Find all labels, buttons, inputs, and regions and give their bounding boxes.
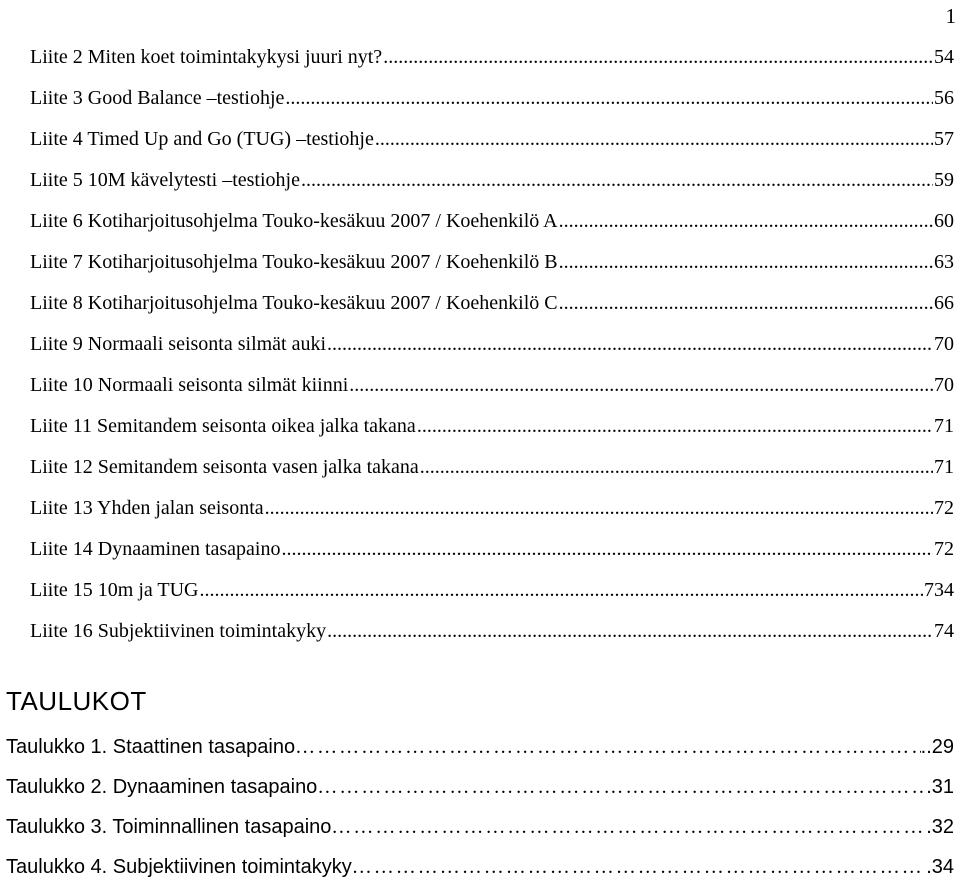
toc-entry-title: Liite 13 Yhden jalan seisonta bbox=[30, 497, 264, 519]
toc-entry-title: Liite 14 Dynaaminen tasapaino bbox=[30, 538, 281, 560]
toc-entry-title: Liite 11 Semitandem seisonta oikea jalka takana bbox=[30, 415, 416, 437]
tables-heading: TAULUKOT bbox=[6, 686, 147, 716]
toc-entry-page: 59 bbox=[934, 169, 954, 191]
toc-entry-page: 70 bbox=[934, 333, 954, 355]
toc-entry-title: Liite 15 10m ja TUG bbox=[30, 579, 199, 601]
toc-entry-page: 60 bbox=[934, 210, 954, 232]
toc-entry-title: Liite 2 Miten koet toimintakykysi juuri nyt? bbox=[30, 46, 383, 68]
toc-entry-page: 66 bbox=[934, 292, 954, 314]
toc-entry-page: 71 bbox=[934, 415, 954, 437]
table-of-contents bbox=[30, 43, 954, 658]
toc-entry[interactable] bbox=[30, 576, 954, 617]
list-of-tables bbox=[6, 733, 954, 893]
toc-entry-page: 56 bbox=[934, 87, 954, 109]
toc-entry-title: Liite 12 Semitandem seisonta vasen jalka takana bbox=[30, 456, 419, 478]
toc-entry[interactable] bbox=[30, 453, 954, 494]
dot-leader bbox=[559, 289, 933, 317]
toc-entry[interactable] bbox=[30, 248, 954, 289]
dot-leader bbox=[559, 248, 933, 276]
toc-entry[interactable] bbox=[30, 494, 954, 535]
toc-entry-title: Liite 4 Timed Up and Go (TUG) –testiohje bbox=[30, 128, 374, 150]
toc-entry[interactable] bbox=[30, 207, 954, 248]
dot-leader bbox=[285, 84, 933, 112]
table-entry-title: Taulukko 1. Staattinen tasapaino bbox=[6, 736, 296, 758]
toc-entry[interactable] bbox=[30, 617, 954, 658]
dot-leader bbox=[200, 576, 924, 604]
toc-entry[interactable] bbox=[30, 412, 954, 453]
table-entry[interactable] bbox=[6, 773, 954, 813]
toc-entry-title: Liite 16 Subjektiivinen toimintakyky bbox=[30, 620, 327, 642]
table-entry[interactable] bbox=[6, 853, 954, 893]
toc-entry-title: Liite 7 Kotiharjoitusohjelma Touko-kesäkuu 2007 / Koehenkilö B bbox=[30, 251, 558, 273]
toc-entry-page: 63 bbox=[934, 251, 954, 273]
ellipsis-leader bbox=[352, 853, 926, 881]
dot-leader bbox=[281, 535, 933, 563]
dot-leader bbox=[375, 125, 933, 153]
table-entry[interactable] bbox=[6, 813, 954, 853]
toc-entry-title: Liite 9 Normaali seisonta silmät auki bbox=[30, 333, 327, 355]
toc-entry-page: 734 bbox=[924, 579, 954, 601]
toc-entry-title: Liite 5 10M kävelytesti –testiohje bbox=[30, 169, 300, 191]
toc-entry-page: 71 bbox=[934, 456, 954, 478]
toc-entry-title: Liite 3 Good Balance –testiohje bbox=[30, 87, 285, 109]
dot-leader bbox=[559, 207, 933, 235]
toc-entry-page: 70 bbox=[934, 374, 954, 396]
toc-entry[interactable] bbox=[30, 330, 954, 371]
dot-leader bbox=[420, 453, 933, 481]
table-entry-title: Taulukko 3. Toiminnallinen tasapaino bbox=[6, 816, 332, 838]
table-entry-page: .34 bbox=[926, 856, 954, 878]
toc-entry-page: 54 bbox=[934, 46, 954, 68]
toc-entry[interactable] bbox=[30, 84, 954, 125]
table-entry-page: ..29 bbox=[920, 736, 954, 758]
ellipsis-leader bbox=[295, 733, 921, 761]
table-entry[interactable] bbox=[6, 733, 954, 773]
table-entry-title: Taulukko 4. Subjektiivinen toimintakyky bbox=[6, 856, 352, 878]
toc-entry-page: 72 bbox=[934, 497, 954, 519]
toc-entry-page: 74 bbox=[934, 620, 954, 642]
toc-entry[interactable] bbox=[30, 166, 954, 207]
toc-entry-page: 57 bbox=[934, 128, 954, 150]
toc-entry-page: 72 bbox=[934, 538, 954, 560]
dot-leader bbox=[301, 166, 933, 194]
table-entry-title: Taulukko 2. Dynaaminen tasapaino bbox=[6, 776, 318, 798]
dot-leader bbox=[349, 371, 933, 399]
ellipsis-leader bbox=[331, 813, 926, 841]
toc-entry-title: Liite 6 Kotiharjoitusohjelma Touko-kesäkuu 2007 / Koehenkilö A bbox=[30, 210, 558, 232]
toc-entry-title: Liite 8 Kotiharjoitusohjelma Touko-kesäkuu 2007 / Koehenkilö C bbox=[30, 292, 558, 314]
page-number: 1 bbox=[945, 4, 956, 28]
dot-leader bbox=[327, 330, 933, 358]
toc-entry[interactable] bbox=[30, 125, 954, 166]
toc-entry-title: Liite 10 Normaali seisonta silmät kiinni bbox=[30, 374, 349, 396]
toc-entry[interactable] bbox=[30, 535, 954, 576]
dot-leader bbox=[265, 494, 933, 522]
dot-leader bbox=[327, 617, 933, 645]
dot-leader bbox=[417, 412, 933, 440]
toc-entry[interactable] bbox=[30, 43, 954, 84]
ellipsis-leader bbox=[317, 773, 926, 801]
toc-entry[interactable] bbox=[30, 289, 954, 330]
table-entry-page: .31 bbox=[926, 776, 954, 798]
dot-leader bbox=[383, 43, 933, 71]
toc-entry[interactable] bbox=[30, 371, 954, 412]
table-entry-page: .32 bbox=[926, 816, 954, 838]
